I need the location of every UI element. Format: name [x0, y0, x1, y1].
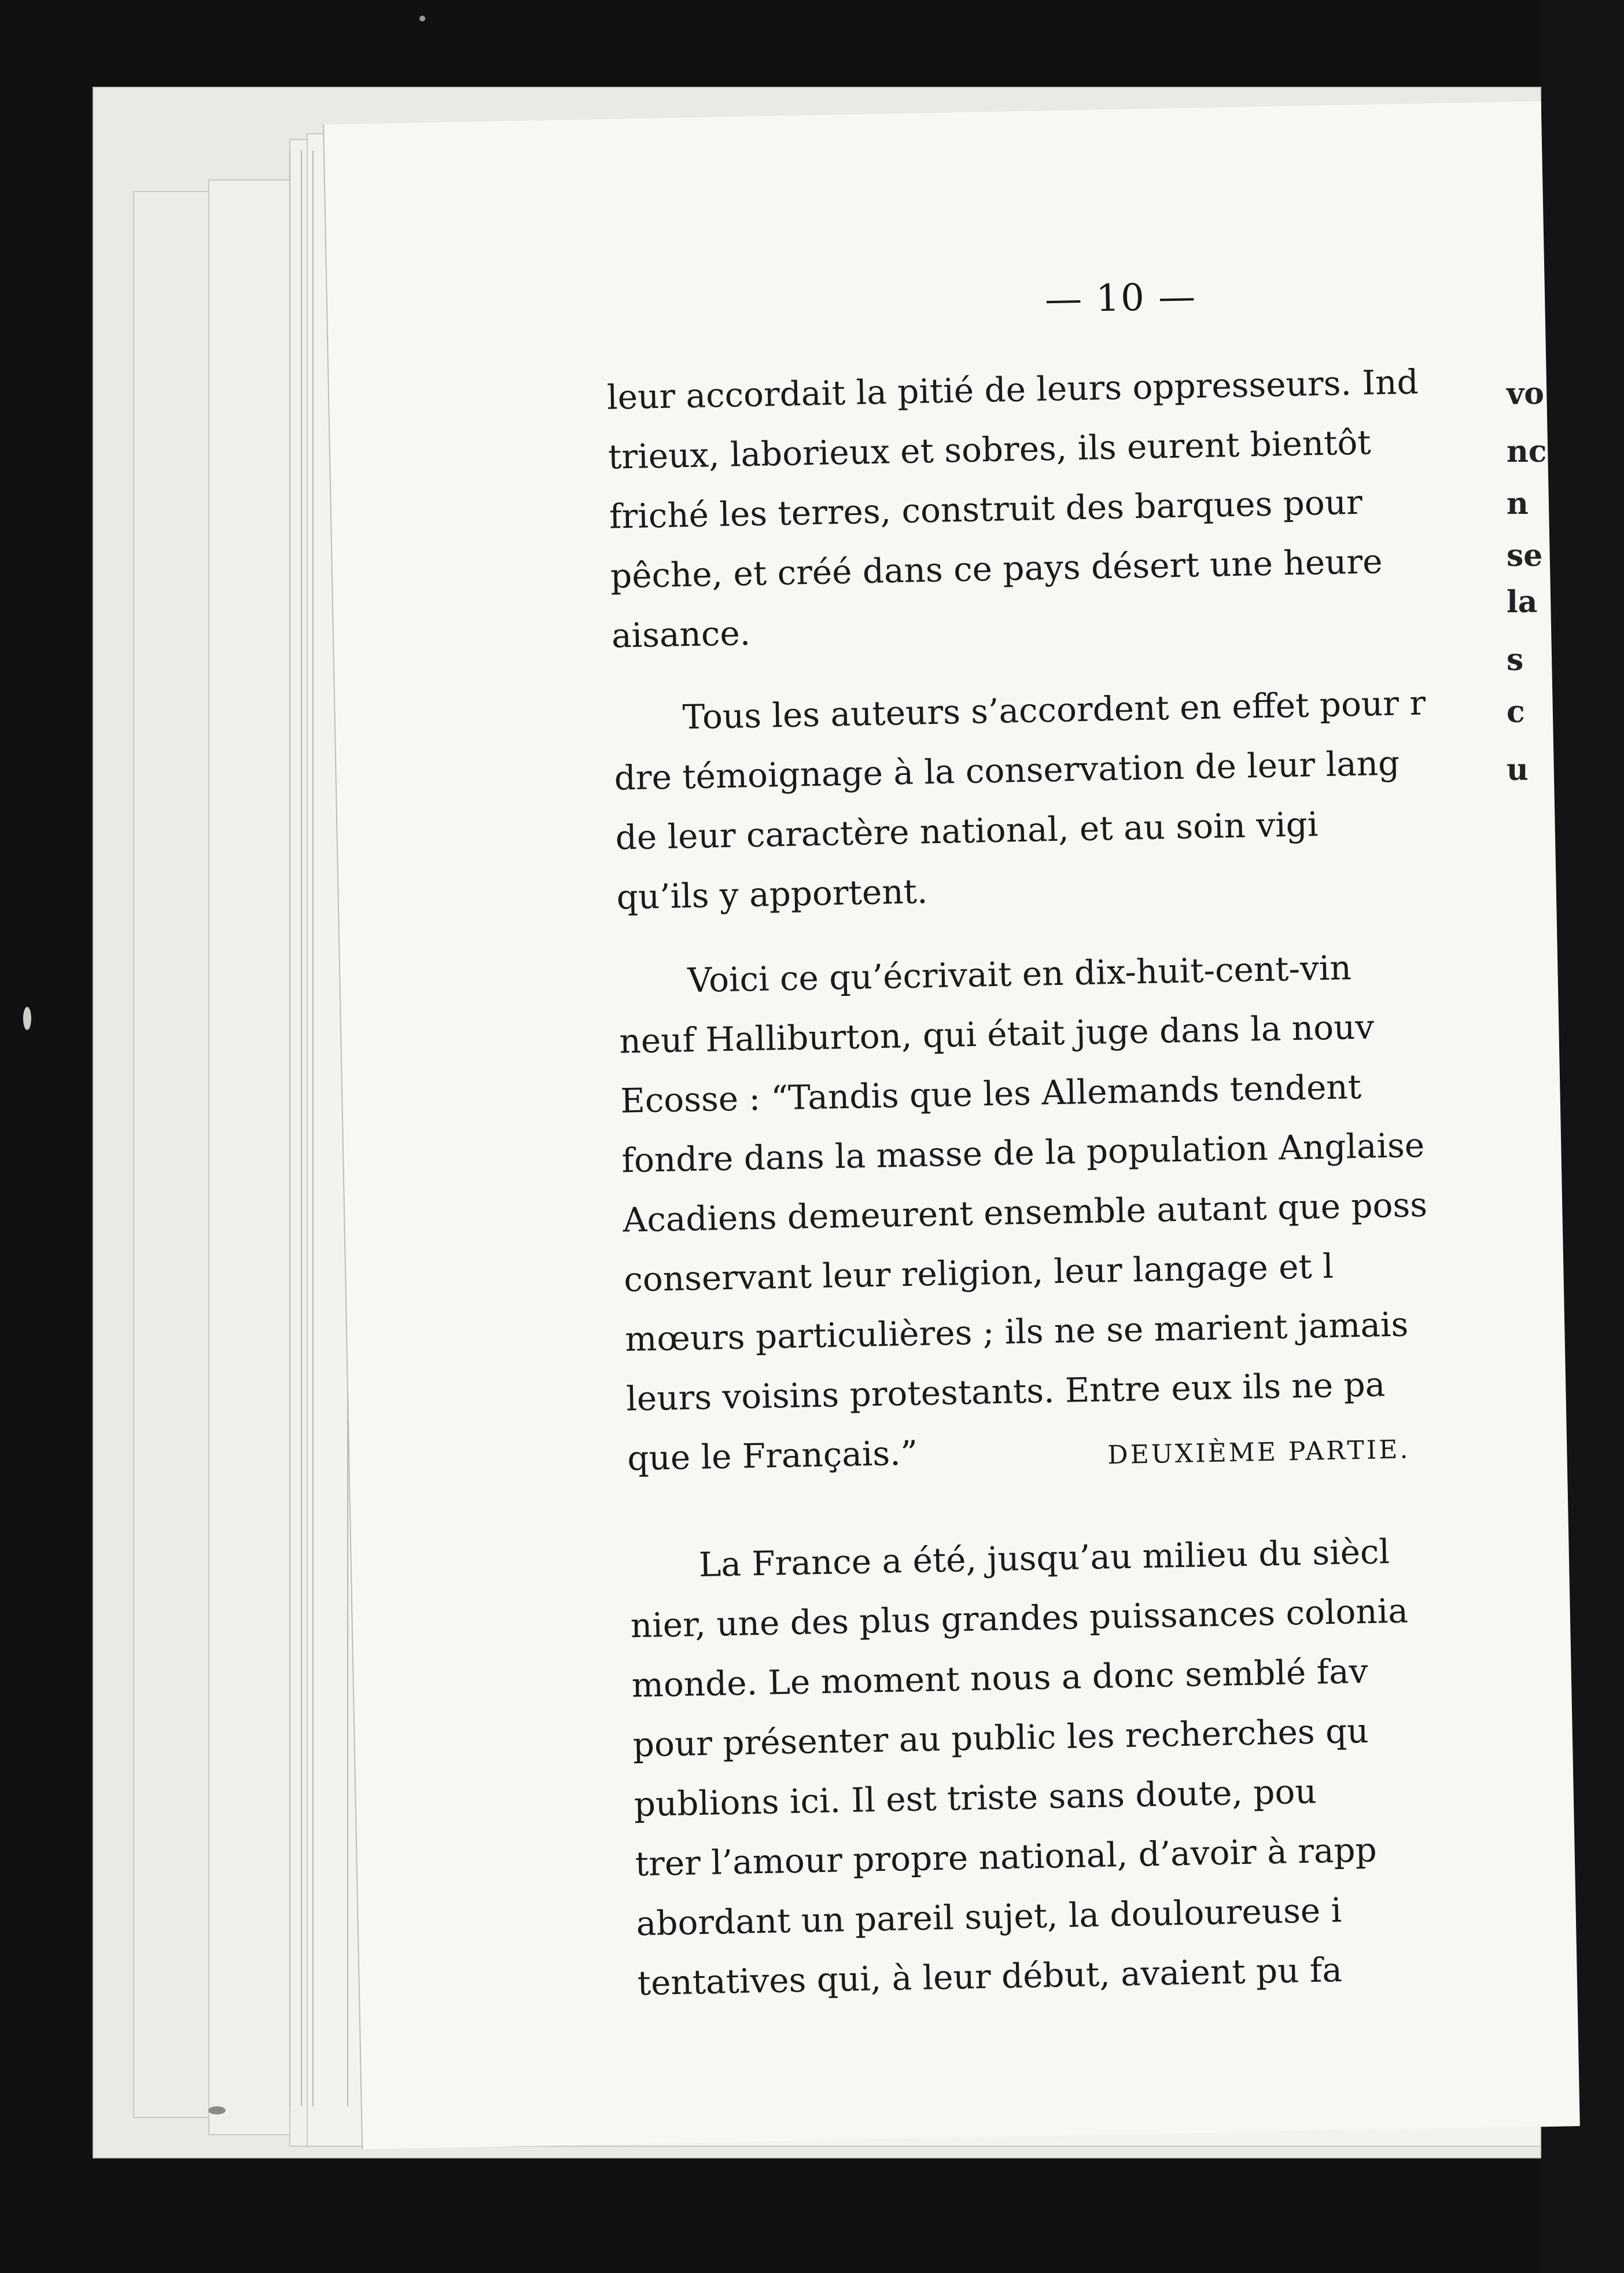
page-edge-line [312, 150, 314, 2106]
paragraph-2 [613, 670, 1601, 928]
scan-speck [208, 2106, 226, 2114]
text-line: aisance. [611, 613, 751, 656]
bleed-through-fragment: s [1507, 642, 1524, 678]
section-heading: DEUXIÈME PARTIE. [1107, 1435, 1411, 1470]
bleed-through-fragment: nc [1507, 434, 1547, 469]
text-line: pour présenter au public les recherches qu [632, 1711, 1369, 1765]
text-line: Voici ce qu’écrivait en dix-huit-cent-vin [687, 948, 1352, 1001]
text-line: monde. Le moment nous a donc semblé fav [631, 1651, 1369, 1705]
page-edge-line [301, 150, 302, 2106]
scan-speck [23, 1007, 31, 1030]
text-line: friché les terres, construit des barques pour [609, 482, 1363, 536]
text-line: trer l’amour propre national, d’avoir à rapp [635, 1830, 1378, 1884]
text-line: abordant un pareil sujet, la douloureuse i [636, 1890, 1342, 1944]
text-line: dre témoignage à la conservation de leur lang [614, 743, 1400, 798]
text-line: publions ici. Il est triste sans doute, pou [634, 1771, 1317, 1825]
text-line: Tous les auteurs s’accordent en effet pour r [682, 683, 1426, 737]
page-number: — 10 — [1044, 275, 1197, 322]
text-line: de leur caractère national, et au soin vigi [615, 804, 1319, 858]
text-line: Ecosse : “Tandis que les Allemands tendent [620, 1066, 1362, 1121]
bleed-through-fragment: c [1507, 694, 1525, 730]
bleed-through-fragment: se [1507, 538, 1543, 573]
bleed-through-fragment: n [1507, 486, 1529, 521]
scan-speck [419, 16, 425, 21]
text-line: La France a été, jusqu’au milieu du siècl [698, 1532, 1390, 1585]
text-line: que le Français.” [627, 1433, 918, 1478]
text-line: mœurs particulières ; ils ne se marient jamais [624, 1304, 1409, 1359]
text-line: neuf Halliburton, qui était juge dans la nouv [618, 1007, 1375, 1061]
page-edge-line [289, 150, 290, 2106]
text-line: conservant leur religion, leur langage et l [623, 1246, 1334, 1300]
paragraph-4 [629, 1518, 1622, 2013]
text-line: Acadiens demeurent ensemble autant que poss [622, 1185, 1428, 1240]
text-line: qu’ils y apportent. [616, 871, 928, 917]
document-page [324, 101, 1580, 2150]
text-line: pêche, et créé dans ce pays désert une heure [610, 542, 1383, 596]
bleed-through-fragment: vo [1507, 376, 1544, 411]
paragraph-3 [618, 933, 1611, 1488]
text-line: tentatives qui, à leur début, avaient pu fa [637, 1950, 1343, 2003]
paragraph-1 [606, 349, 1596, 666]
text-line: fondre dans la masse de la population Anglaise [621, 1125, 1425, 1180]
text-line: leurs voisins protestants. Entre eux ils ne pa [625, 1364, 1386, 1419]
text-line: trieux, laborieux et sobres, ils eurent bientôt [607, 422, 1372, 477]
bleed-through-fragment: la [1507, 584, 1538, 620]
text-line: nier, une des plus grandes puissances colonia [630, 1591, 1409, 1646]
text-line: leur accordait la pitié de leurs oppresseurs. Ind [606, 362, 1419, 417]
bleed-through-fragment: u [1507, 752, 1529, 788]
